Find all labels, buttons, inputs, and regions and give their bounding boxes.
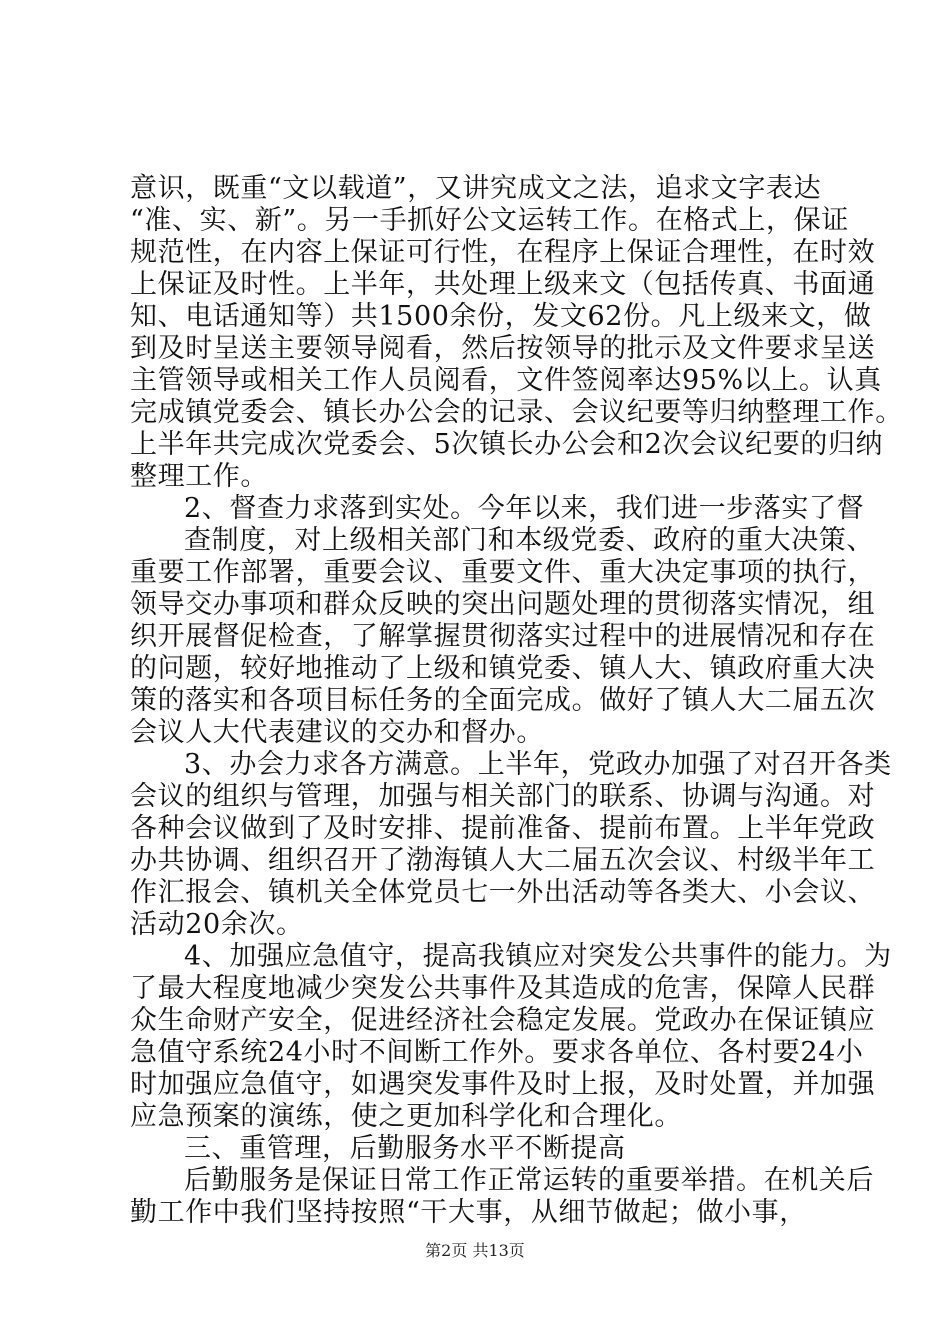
paragraph-heading-supervision: 2、督查力求落到实处。今年以来，我们进一步落实了督 xyxy=(184,493,865,524)
body-text-line: 各种会议做到了及时安排、提前准备、提前布置。上半年党政 xyxy=(130,813,876,844)
paragraph-heading-meetings: 3、办会力求各方满意。上半年，党政办加强了对召开各类 xyxy=(184,749,892,780)
body-text-line: 活动20余次。 xyxy=(130,909,304,940)
body-text-line: 的问题，较好地推动了上级和镇党委、镇人大、镇政府重大决 xyxy=(130,653,876,684)
body-text-line: 织开展督促检查，了解掌握贯彻落实过程中的进展情况和存在 xyxy=(130,621,876,652)
body-text-line: 规范性，在内容上保证可行性，在程序上保证合理性，在时效 xyxy=(130,237,876,268)
page-number-footer: 第2页 共13页 xyxy=(425,1241,525,1260)
body-text-line: 整理工作。 xyxy=(130,461,268,492)
body-text-line: 会议的组织与管理，加强与相关部门的联系、协调与沟通。对 xyxy=(130,781,876,812)
body-text-line: 领导交办事项和群众反映的突出问题处理的贯彻落实情况，组 xyxy=(130,589,876,620)
body-text-line: 完成镇党委会、镇长办公会的记录、会议纪要等归纳整理工作。 xyxy=(130,397,903,428)
body-text-line: 主管领导或相关工作人员阅看，文件签阅率达95%以上。认真 xyxy=(130,365,882,396)
body-text-line: 作汇报会、镇机关全体党员七一外出活动等各类大、小会议、 xyxy=(130,877,876,908)
body-text-line: 后勤服务是保证日常工作正常运转的重要举措。在机关后 xyxy=(184,1165,874,1196)
body-text-line: 意识，既重“文以载道”，又讲究成文之法，追求文字表达 xyxy=(130,173,822,204)
body-text-line: 急值守系统24小时不间断工作外。要求各单位、各村要24小 xyxy=(130,1037,864,1068)
body-text-line: 查制度，对上级相关部门和本级党委、政府的重大决策、 xyxy=(184,525,874,556)
body-text-line: 会议人大代表建议的交办和督办。 xyxy=(130,717,544,748)
body-text-line: 重要工作部署，重要会议、重要文件、重大决定事项的执行， xyxy=(130,557,876,588)
body-text-line: 时加强应急值守，如遇突发事件及时上报，及时处置，并加强 xyxy=(130,1069,876,1100)
body-text-line: 办共协调、组织召开了渤海镇人大二届五次会议、村级半年工 xyxy=(130,845,876,876)
body-text-line: 众生命财产安全，促进经济社会稳定发展。党政办在保证镇应 xyxy=(130,1005,876,1036)
paragraph-heading-emergency: 4、加强应急值守，提高我镇应对突发公共事件的能力。为 xyxy=(184,941,892,972)
body-text-line: 策的落实和各项目标任务的全面完成。做好了镇人大二届五次 xyxy=(130,685,876,716)
body-text-line: “准、实、新”。另一手抓好公文运转工作。在格式上，保证 xyxy=(130,205,849,236)
body-text-line: 到及时呈送主要领导阅看，然后按领导的批示及文件要求呈送 xyxy=(130,333,876,364)
body-text-line: 勤工作中我们坚持按照“干大事，从细节做起；做小事， xyxy=(130,1197,807,1228)
body-text-line: 应急预案的演练，使之更加科学化和合理化。 xyxy=(130,1101,682,1132)
body-text-line: 上保证及时性。上半年，共处理上级来文（包括传真、书面通 xyxy=(130,269,876,300)
body-text-line: 了最大程度地减少突发公共事件及其造成的危害，保障人民群 xyxy=(130,973,876,1004)
body-text-line: 知、电话通知等）共1500余份，发文62份。凡上级来文，做 xyxy=(130,301,872,332)
section-heading-logistics: 三、重管理，后勤服务水平不断提高 xyxy=(184,1133,626,1164)
body-text-line: 上半年共完成次党委会、5次镇长办公会和2次会议纪要的归纳 xyxy=(130,429,884,460)
